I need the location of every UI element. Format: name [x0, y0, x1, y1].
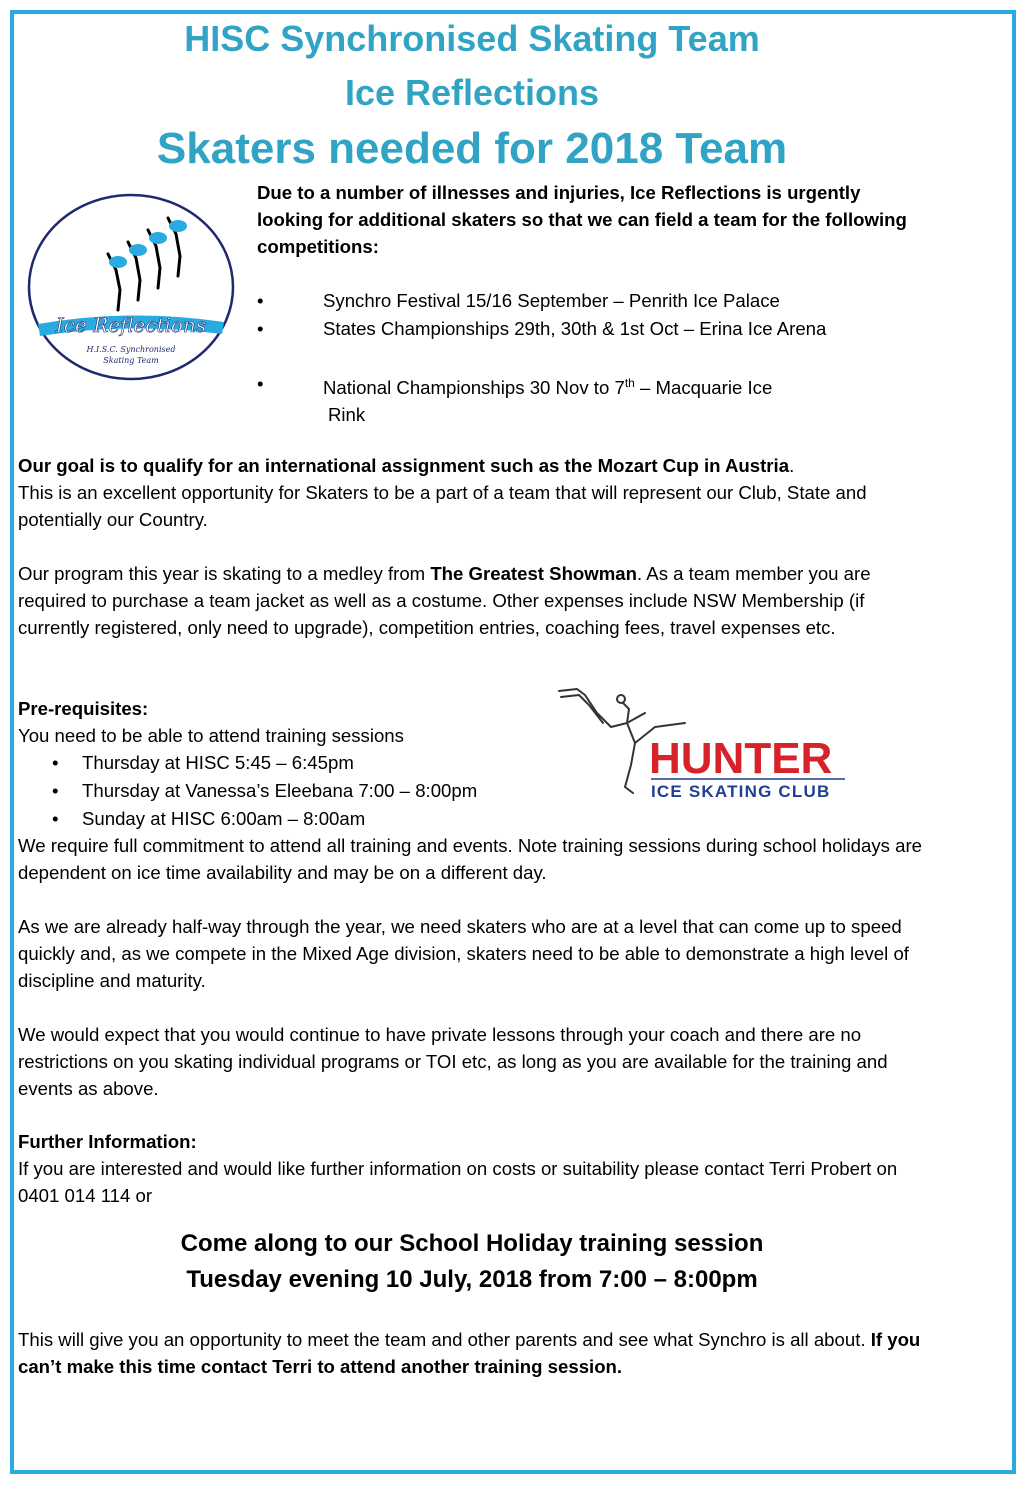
skater-costumes	[109, 220, 187, 268]
competition-text: National Championships 30 Nov to 7th – Macquarie Ice Rink	[323, 376, 773, 426]
title-headline: Skaters needed for 2018 Team	[156, 124, 788, 173]
goal-detail: This is an excellent opportunity for Skaters to be a part of a team that will represent our Club, State and potentially our Country.	[18, 482, 867, 530]
hunter-ice-skating-club-logo	[555, 683, 855, 803]
bullet-icon: •	[52, 780, 59, 801]
hunter-subtitle: ICE SKATING CLUB	[651, 782, 831, 801]
bullet-icon: •	[52, 752, 59, 773]
further-info-paragraph: If you are interested and would like further information on costs or suitability please contact Terri Probert on 0401 014 114 or	[18, 1158, 898, 1206]
competition-text: States Championships 29th, 30th & 1st Oct – Erina Ice Arena	[323, 318, 827, 339]
cta-line-1: Come along to our School Holiday training session	[180, 1230, 764, 1257]
closing-paragraph: This will give you an opportunity to meet the team and other parents and see what Synchro is all about. If you can’t make this time contact Terri to attend another training session.	[18, 1329, 921, 1377]
commitment-paragraph: We require full commitment to attend all training and events. Note training sessions during school holidays are dependent on ice time availability and may be on a different day.	[18, 835, 922, 883]
bullet-icon: •	[52, 808, 59, 829]
hunter-wordmark: HUNTER	[649, 734, 833, 783]
bullet-icon: •	[257, 373, 264, 394]
goal-paragraph: Our goal is to qualify for an international assignment such as the Mozart Cup in Austria. This is an excellent opportunity for Skaters to be a part of a team that will represent our Club, State and potentially our Country.	[18, 455, 867, 530]
closing-bold: If you can’t make this time contact Terri to attend another training session.	[18, 1329, 921, 1377]
lessons-paragraph: We would expect that you would continue to have private lessons through your coach and there are no restrictions on you skating individual programs or TOI etc, as long as you are available for the training and events as above.	[18, 1024, 888, 1099]
prereq-intro: You need to be able to attend training sessions	[18, 725, 404, 746]
level-paragraph: As we are already half-way through the year, we need skaters who are at a level that can come up to speed quickly and, as we compete in the Mixed Age division, skaters need to be able to demonstrate a high level of discipline and maturity.	[18, 916, 909, 991]
bullet-icon: •	[257, 318, 264, 339]
program-paragraph: Our program this year is skating to a medley from The Greatest Showman. As a team member you are required to purchase a team jacket as well as a costume. Other expenses include NSW Membership (if currently registered, only need to upgrade), competition entries, coaching fees, travel expenses etc.	[18, 563, 871, 638]
competition-text: Synchro Festival 15/16 September – Penrith Ice Palace	[323, 290, 780, 311]
intro-paragraph: Due to a number of illnesses and injuries, Ice Reflections is urgently looking for additional skaters so that we can field a team for the following competitions:	[257, 182, 907, 257]
title-team: HISC Synchronised Skating Team	[184, 18, 760, 59]
program-song: The Greatest Showman	[430, 563, 637, 584]
training-session-item: • Thursday at HISC 5:45 – 6:45pm	[52, 749, 354, 776]
bullet-icon: •	[257, 290, 264, 311]
ice-reflections-logo	[26, 192, 236, 382]
further-info-heading: Further Information:	[18, 1131, 197, 1152]
training-session-item: • Sunday at HISC 6:00am – 8:00am	[52, 805, 365, 832]
prereq-heading: Pre-requisites:	[18, 698, 149, 719]
logo-wordmark: Ice Reflections	[55, 313, 207, 337]
logo-subtitle-2: Skating Team	[103, 356, 159, 365]
logo-subtitle-1: H.I.S.C. Synchronised	[86, 345, 176, 354]
title-team-name: Ice Reflections	[344, 72, 600, 113]
training-session-item: • Thursday at Vanessa’s Eleebana 7:00 – 8:00pm	[52, 777, 477, 804]
cta-line-2: Tuesday evening 10 July, 2018 from 7:00 – 8:00pm	[186, 1266, 758, 1293]
goal-statement: Our goal is to qualify for an international assignment such as the Mozart Cup in Austria	[18, 455, 790, 476]
